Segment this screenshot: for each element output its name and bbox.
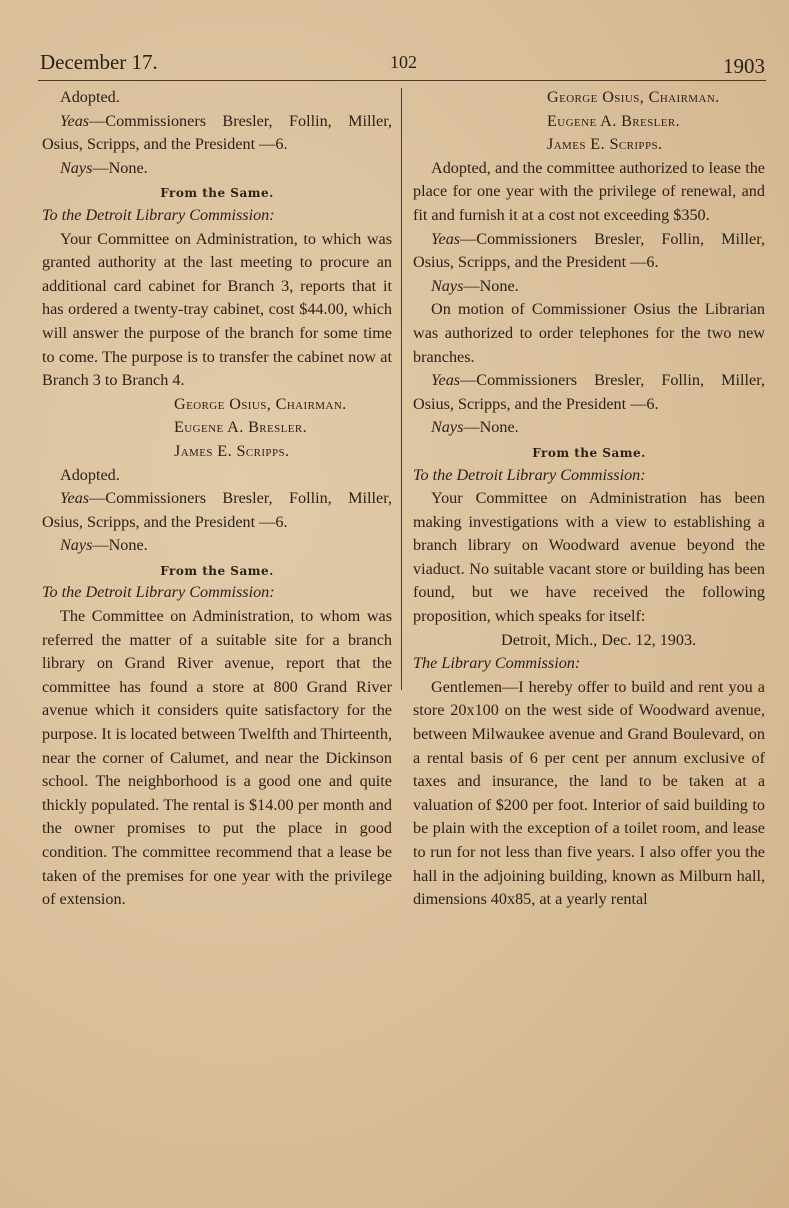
yeas-text: —Commissioners Bresler, Follin, Miller, Osius, Scripps, and the President —6.	[42, 111, 392, 154]
yeas-text: —Commissioners Bresler, Follin, Miller, Osius, Scripps, and the President —6.	[42, 489, 392, 531]
yeas-text: —Commissioners Bresler, Follin, Miller, Osius, Scripps, and the President —6.	[413, 229, 765, 272]
nays-label: Nays	[60, 158, 93, 177]
signature-chairman: George Osius, Chairman.	[547, 88, 720, 106]
right-column	[413, 86, 765, 912]
address-line: To the Detroit Library Commission:	[42, 583, 275, 602]
yeas-line	[413, 369, 765, 416]
letter-address: The Library Commission:	[413, 654, 581, 673]
yeas-line	[413, 228, 765, 275]
nays-line	[42, 534, 392, 558]
page-header	[40, 48, 765, 82]
yeas-text: —Commissioners Bresler, Follin, Miller, Osius, Scripps, and the President —6.	[413, 371, 765, 413]
subheading: From the Same.	[160, 186, 274, 201]
yeas-label: Yeas	[431, 229, 461, 248]
yeas-label: Yeas	[60, 489, 90, 508]
signature-bresler: Eugene A. Bresler.	[174, 418, 308, 437]
header-year: 1903	[723, 54, 765, 78]
nays-line	[413, 275, 765, 299]
report-paragraph: Your Committee on Administration, to which was granted authority at the last meeting to procure an additional card cabinet for Branch 3, reports that it has ordered a twenty-tray cabinet, cost $44.00, which will answer the purpose of the branch for some time to come. The purpose is to transfer the cabinet now at Branch 3 to Branch 4.	[42, 229, 392, 390]
yeas-line	[42, 110, 392, 157]
nays-line	[42, 157, 392, 181]
adopted-line: Adopted.	[60, 88, 120, 106]
header-rule	[38, 80, 766, 81]
nays-label: Nays	[431, 418, 464, 437]
nays-text: —None.	[92, 536, 148, 555]
page-number: 102	[390, 52, 417, 72]
motion-paragraph: On motion of Commissioner Osius the Librarian was authorized to order telephones for the two new branches.	[413, 300, 765, 366]
signature-chairman: George Osius, Chairman.	[174, 394, 347, 413]
letter-date: Detroit, Mich., Dec. 12, 1903.	[501, 630, 697, 649]
nays-text: —None.	[92, 158, 148, 177]
nays-label: Nays	[431, 276, 464, 295]
signature-bresler: Eugene A. Bresler.	[547, 111, 681, 130]
address-line: To the Detroit Library Commission:	[42, 205, 275, 224]
adopted-line: Adopted.	[60, 465, 120, 484]
signature-scripps: James E. Scripps.	[174, 441, 290, 460]
left-column	[42, 86, 392, 912]
column-divider	[401, 88, 402, 690]
report-paragraph: Your Committee on Administration has been making investigations with a view to establishing a branch library on Woodward avenue beyond the viaduct. No suitable vacant store or building has been found, but we have received the following proposition, which speaks for itself:	[413, 489, 765, 626]
nays-line	[413, 416, 765, 440]
nays-text: —None.	[463, 418, 519, 437]
letter-paragraph: Gentlemen—I hereby offer to build and rent you a store 20x100 on the west side of Woodward avenue, between Milwaukee avenue and Grand Boulevard, on a rental basis of 6 per cent per annum exclusive of taxes and insurance, the land to be taken at a valuation of $200 per foot. Interior of said building to be plain with the exception of a toilet room, and lease to run for not less than five years. I also offer you the hall in the adjoining building, known as Milburn hall, dimensions 40x85, at a yearly rental	[413, 677, 765, 909]
report-paragraph: The Committee on Administration, to whom was referred the matter of a suitable site for a branch library on Grand River avenue, report that the committee has found a store at 800 Grand River avenue which it considers quite satisfactory for the purpose. It is located between Twelfth and Thirteenth, near the corner of Calumet, and near the Dickinson school. The neighborhood is a good one and quite thickly populated. The rental is $14.00 per month and the owner promises to put the place in good condition. The committee recommend that a lease be taken of the premises for one year with the privilege of extension.	[42, 607, 392, 909]
nays-text: —None.	[463, 276, 519, 295]
adopted-paragraph: Adopted, and the committee authorized to lease the place for one year with the privilege of renewal, and fit and furnish it at a cost not exceeding $350.	[413, 158, 765, 224]
address-line: To the Detroit Library Commission:	[413, 465, 646, 484]
yeas-label: Yeas	[60, 111, 90, 130]
signature-scripps: James E. Scripps.	[547, 135, 663, 154]
nays-label: Nays	[60, 536, 93, 555]
header-date: December 17.	[40, 50, 158, 74]
yeas-line	[42, 487, 392, 534]
yeas-label: Yeas	[431, 371, 461, 390]
subheading: From the Same.	[160, 563, 274, 578]
subheading: From the Same.	[532, 445, 646, 460]
